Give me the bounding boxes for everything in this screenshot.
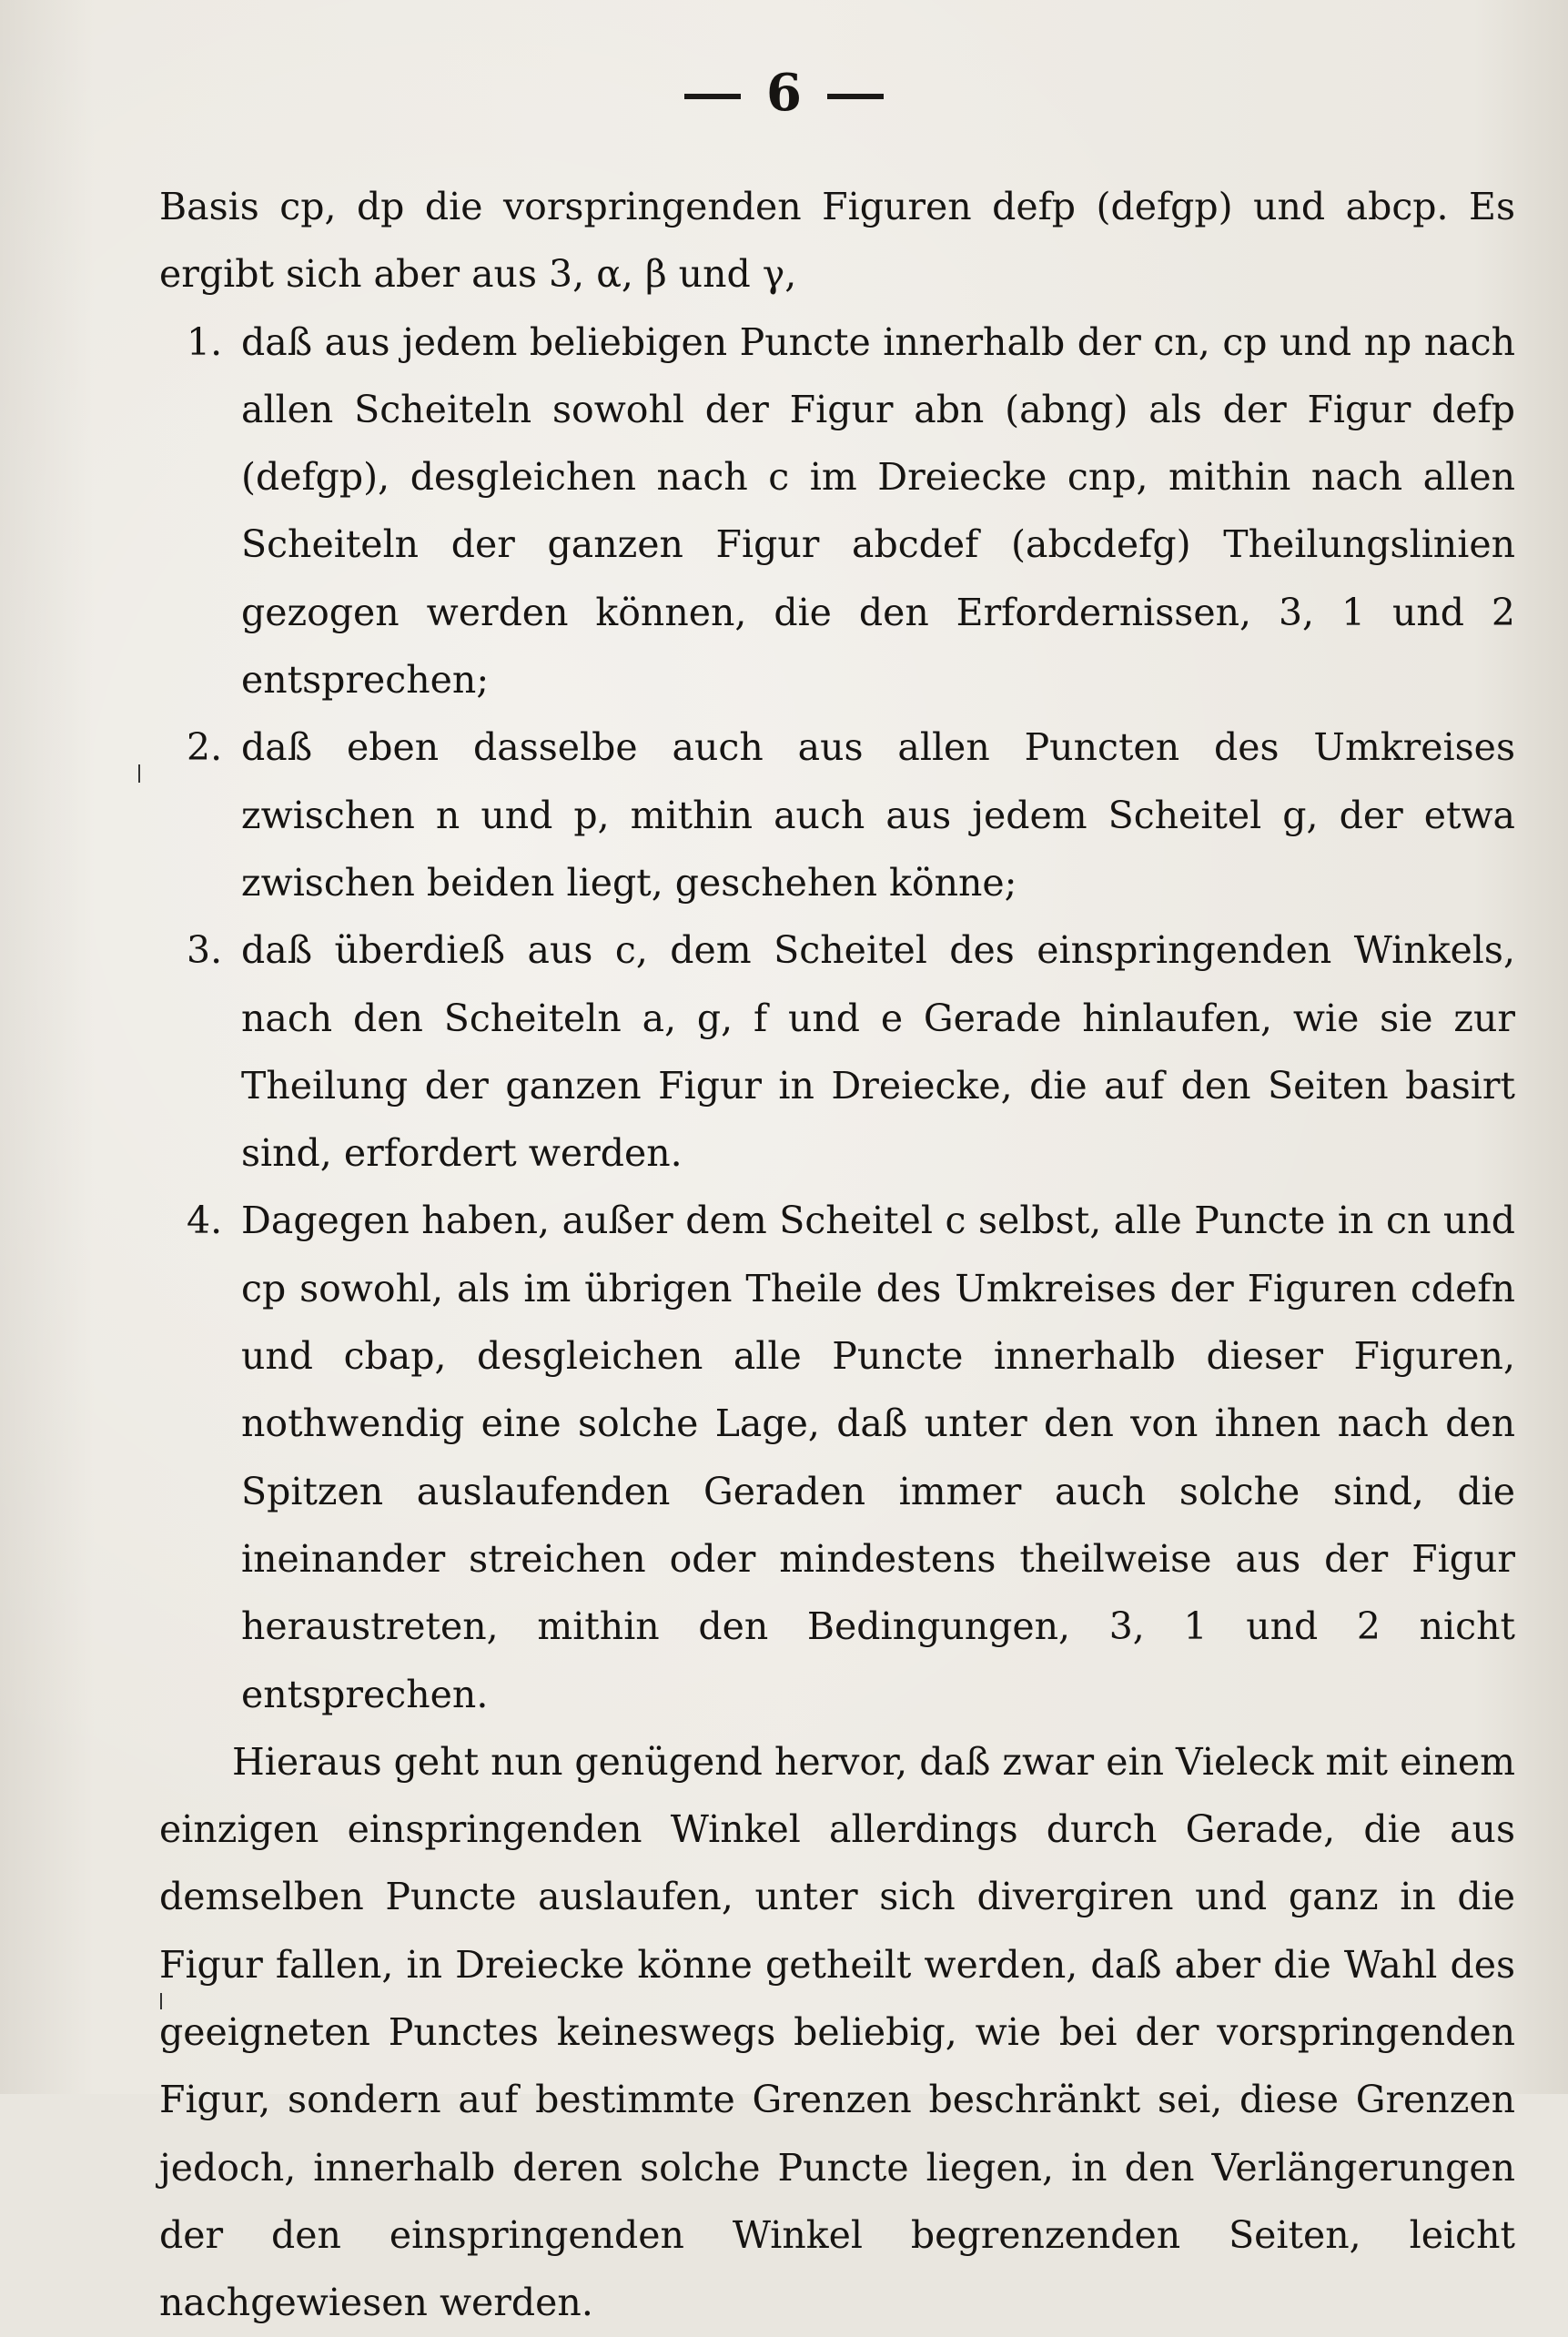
list-item-text: daß eben dasselbe auch aus allen Puncten des Umkreises zwischen n und p, mithin auch aus jedem Scheitel g, der etwa zwischen beiden liegt, geschehen könne; xyxy=(241,725,1515,905)
list-item-number: 1. xyxy=(187,319,223,364)
list-item-text: daß aus jedem beliebigen Puncte innerhalb der cn, cp und np nach allen Scheiteln sowohl der Figur abn (abng) als der Figur defp (defgp), desgleichen nach c im Dreiecke cnp, mithin nach allen Scheiteln der ganzen Figur abcdef (abcdefg) Theilungslinien gezogen werden können, die den Erfordernissen, 3, 1 und 2 entsprechen; xyxy=(241,319,1515,703)
list-item-number: 3. xyxy=(187,928,223,973)
page-header xyxy=(0,63,1568,123)
list-item-number: 2. xyxy=(187,725,223,770)
list-item-number: 4. xyxy=(187,1199,223,1243)
numbered-list xyxy=(159,309,1515,1728)
intro-line-1: Basis cp, dp die vorspringenden Figuren defp (defgp) und abcp. Es xyxy=(159,185,1515,228)
list-item xyxy=(159,1187,1515,1727)
list-item-text: daß überdieß aus c, dem Scheitel des einspringenden Winkels, nach den Scheiteln a, g, f und e Gerade hinlaufen, wie sie zur Theilung der ganzen Figur in Dreiecke, die auf den Seiten basirt sind, erfordert werden. xyxy=(241,928,1515,1176)
intro-line-2: ergibt sich aber aus 3, α, β und γ, xyxy=(159,252,797,297)
page-number: 6 xyxy=(766,63,802,123)
margin-mark xyxy=(160,1993,162,2009)
list-item xyxy=(159,916,1515,1187)
margin-mark xyxy=(138,764,140,783)
header-dash-left xyxy=(684,94,741,99)
header-dash-right xyxy=(827,94,884,99)
conclusion-paragraph: Hieraus geht nun genügend hervor, daß zwar ein Vieleck mit einem einzigen einspringenden Winkel allerdings durch Gerade, die aus demselben Puncte auslaufen, unter sich divergiren und ganz in die Figur fallen, in Dreiecke könne getheilt werden, daß aber die Wahl des geeigneten Punctes keineswegs beliebig, wie bei der vorspringenden Figur, sondern auf bestimmte Grenzen beschränkt sei, diese Grenzen jedoch, innerhalb deren solche Puncte liegen, in den Verlängerungen der den einspringenden Winkel begrenzenden Seiten, leicht nachgewiesen werden. xyxy=(159,1739,1515,2325)
body-text xyxy=(159,173,1515,2337)
list-item-text: Dagegen haben, außer dem Scheitel c selbst, alle Puncte in cn und cp sowohl, als im übrigen Theile des Umkreises der Figuren cdefn und cbap, desgleichen alle Puncte innerhalb dieser Figuren, nothwendig eine solche Lage, daß unter den von ihnen nach den Spitzen auslaufenden Geraden immer auch solche sind, die ineinander streichen oder mindestens theilweise aus der Figur heraustreten, mithin den Bedingungen, 3, 1 und 2 nicht entsprechen. xyxy=(241,1199,1515,1716)
list-item xyxy=(159,713,1515,916)
list-item xyxy=(159,309,1515,714)
